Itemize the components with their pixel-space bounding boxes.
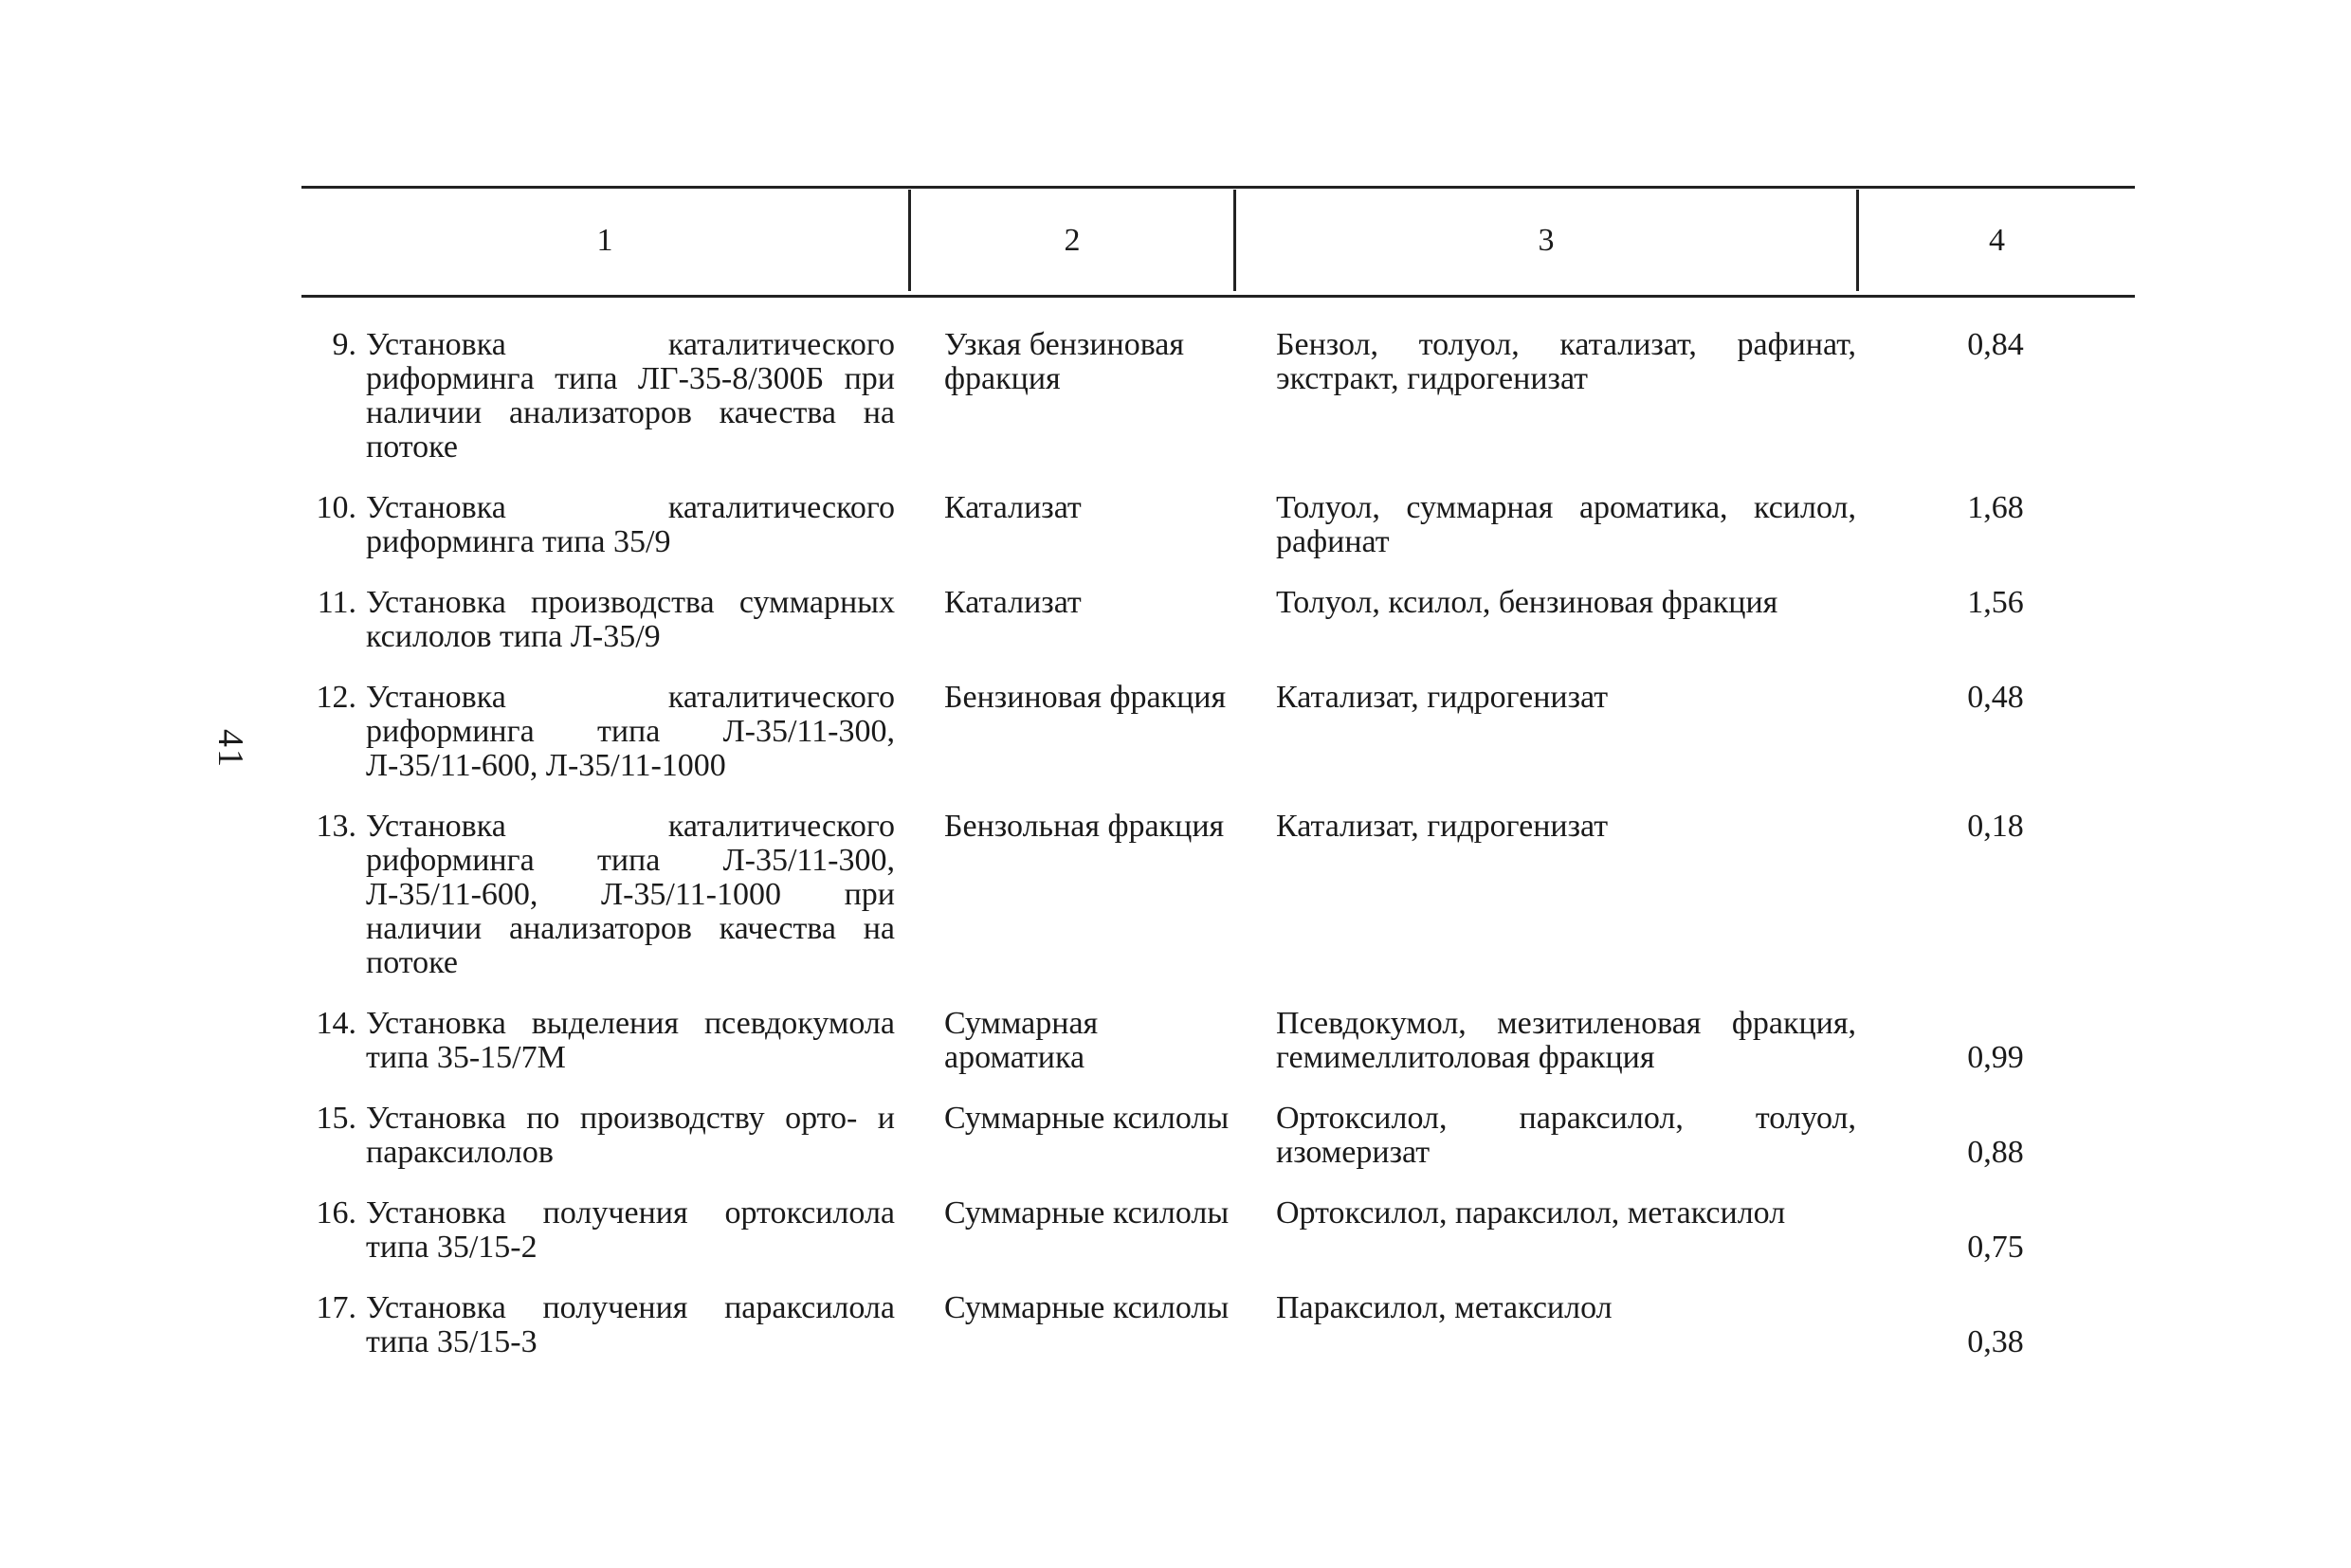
table-row <box>301 491 2135 559</box>
coefficient-value: 0,99 <box>1967 1040 2024 1075</box>
table-header-rule <box>301 295 2135 298</box>
row-number: 9. <box>332 327 356 362</box>
installation-name: Установка получения параксилола типа 35/15-3 <box>366 1290 895 1359</box>
coefficient-value: 1,56 <box>1967 585 2024 620</box>
coefficient-value: 0,84 <box>1967 327 2024 362</box>
row-number: 12. <box>316 680 356 715</box>
coefficient-value: 0,75 <box>1967 1230 2024 1265</box>
input-stream: Катализат <box>944 585 1082 620</box>
installation-name: Установка каталитического риформинга типа ЛГ-35-8/300Б при наличии анализаторов качества на потоке <box>366 327 895 465</box>
coefficient-value: 0,48 <box>1967 680 2024 715</box>
products-list: Толуол, суммарная ароматика, ксилол, рафинат <box>1276 490 1856 559</box>
input-stream: Бензольная фракция <box>944 809 1225 844</box>
installation-name: Установка каталитического риформинга типа 35/9 <box>366 490 895 559</box>
row-number: 14. <box>316 1006 356 1041</box>
header-col-1: 1 <box>596 222 613 258</box>
installation-name: Установка каталитического риформинга типа Л-35/11-300, Л-35/11-600, Л-35/11-1000 при наличии анализаторов качества на потоке <box>366 809 895 980</box>
installation-name: Установка получения ортоксилола типа 35/15-2 <box>366 1195 895 1265</box>
table-row <box>301 586 2135 654</box>
row-number: 16. <box>316 1195 356 1231</box>
header-col-3: 3 <box>1538 222 1555 258</box>
products-list: Ортоксилол, параксилол, метаксилол <box>1276 1195 1786 1231</box>
header-col-4: 4 <box>1989 222 2005 258</box>
coefficient-value: 0,38 <box>1967 1324 2024 1359</box>
row-number: 17. <box>316 1290 356 1325</box>
installation-name: Установка выделения псевдокумола типа 35-15/7М <box>366 1006 895 1075</box>
products-list: Катализат, гидрогенизат <box>1276 680 1609 715</box>
installation-name: Установка каталитического риформинга типа Л-35/11-300, Л-35/11-600, Л-35/11-1000 <box>366 680 895 783</box>
installation-name: Установка по производству орто- и параксилолов <box>366 1101 895 1170</box>
products-list: Катализат, гидрогенизат <box>1276 809 1609 844</box>
header-col-2: 2 <box>1064 222 1081 258</box>
input-stream: Суммарные ксилолы <box>944 1101 1230 1136</box>
products-list: Псевдокумол, мезитиленовая фракция, гемимеллитоловая фракция <box>1276 1006 1856 1075</box>
products-list: Параксилол, метаксилол <box>1276 1290 1613 1325</box>
input-stream: Суммарные ксилолы <box>944 1195 1230 1231</box>
products-list: Ортоксилол, параксилол, толуол, изомеризат <box>1276 1101 1856 1170</box>
table-row <box>301 1102 2135 1170</box>
input-stream: Катализат <box>944 490 1082 525</box>
coefficient-value: 1,68 <box>1967 490 2024 525</box>
input-stream: Узкая бензиновая фракция <box>944 327 1185 396</box>
input-stream: Суммарная ароматика <box>944 1006 1099 1075</box>
table-row <box>301 810 2135 980</box>
row-number: 15. <box>316 1101 356 1136</box>
input-stream: Суммарные ксилолы <box>944 1290 1230 1325</box>
products-list: Бензол, толуол, катализат, рафинат, экстракт, гидрогенизат <box>1276 327 1856 396</box>
row-number: 11. <box>317 585 356 620</box>
coefficient-value: 0,18 <box>1967 809 2024 844</box>
table-body <box>301 328 2135 1386</box>
table-row <box>301 1291 2135 1359</box>
row-number: 10. <box>316 490 356 525</box>
table-row <box>301 328 2135 465</box>
page-number: 41 <box>210 729 250 769</box>
products-list: Толуол, ксилол, бензиновая фракция <box>1276 585 1778 620</box>
table-row <box>301 681 2135 783</box>
coefficient-value: 0,88 <box>1967 1135 2024 1170</box>
installation-name: Установка производства суммарных ксилолов типа Л-35/9 <box>366 585 895 654</box>
row-number: 13. <box>316 809 356 844</box>
input-stream: Бензиновая фракция <box>944 680 1227 715</box>
table-row <box>301 1196 2135 1265</box>
table-row <box>301 1007 2135 1075</box>
